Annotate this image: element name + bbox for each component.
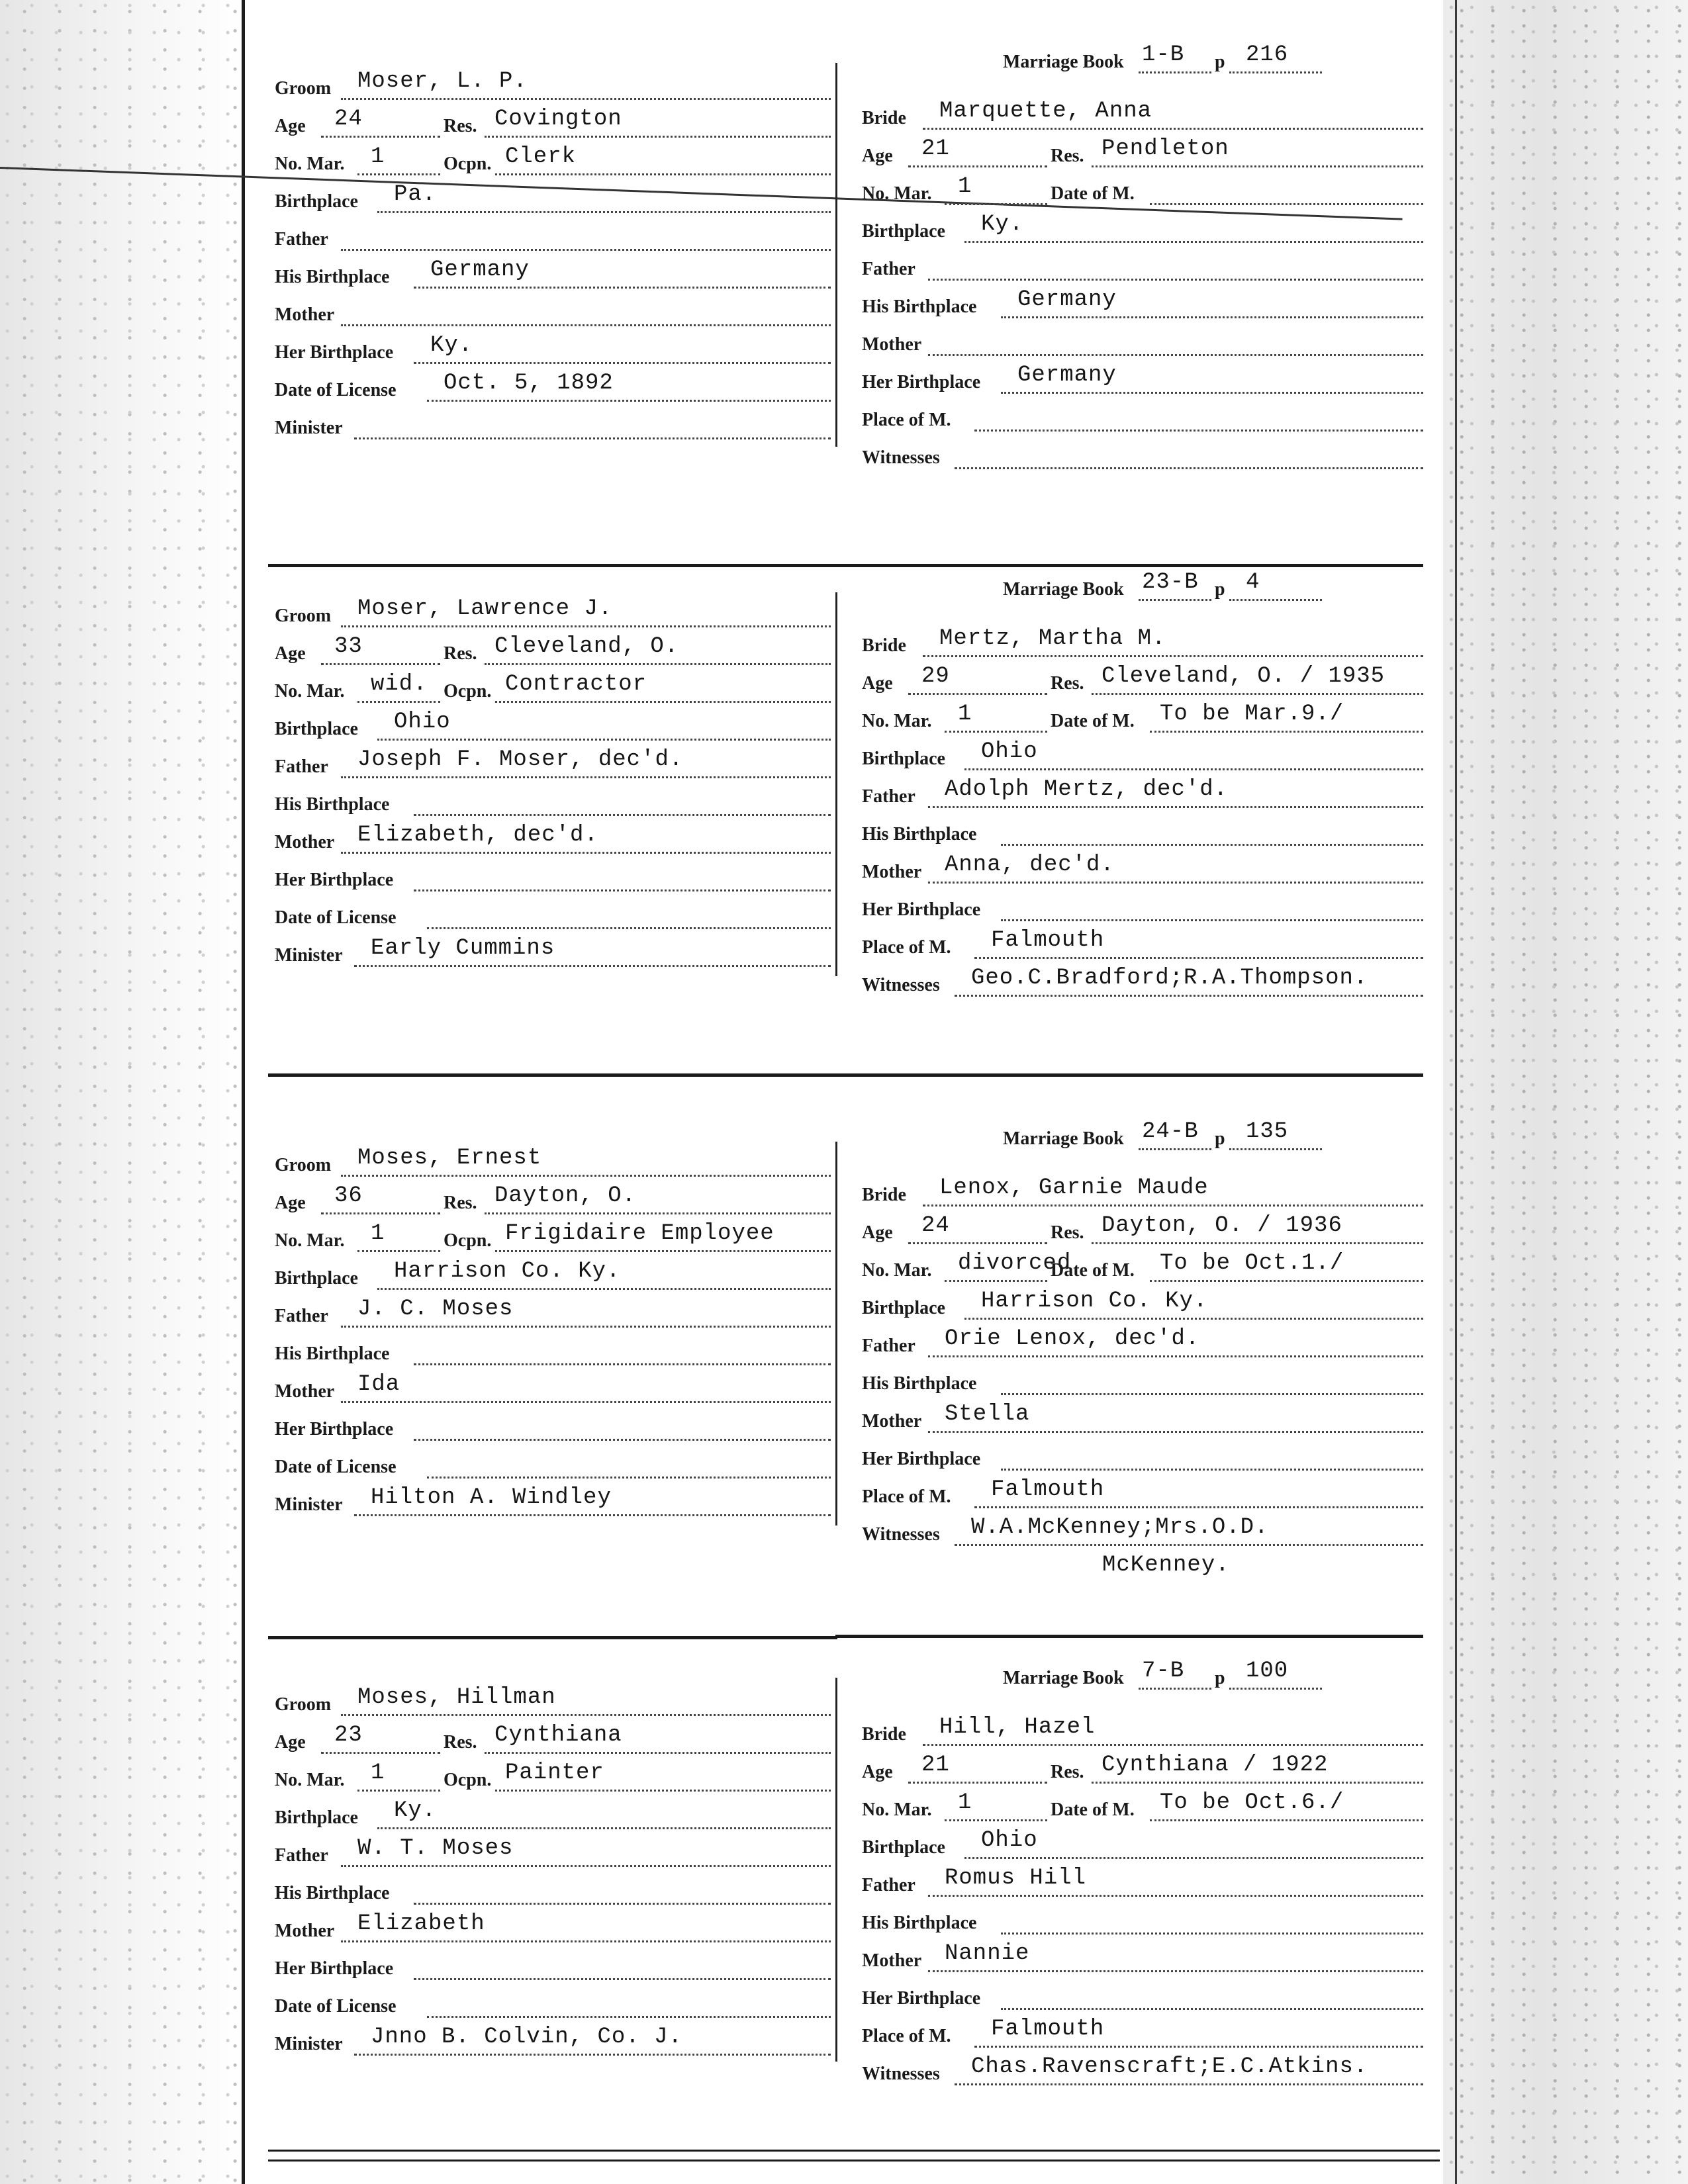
bride-res-value: Cynthiana / 1922 xyxy=(1102,1752,1329,1778)
field-label-place-of-m: Place of M. xyxy=(862,1486,951,1507)
field-label-no-mar: No. Mar. xyxy=(275,681,345,702)
field-label-res: Res. xyxy=(1051,1762,1084,1782)
marriage-book-number: 7-B xyxy=(1142,1659,1185,1684)
bride-birthplace-value: Harrison Co. Ky. xyxy=(981,1289,1208,1314)
field-label-no-mar: No. Mar. xyxy=(862,1260,932,1281)
field-label-minister: Minister xyxy=(275,945,343,966)
field-label-his-birthplace: His Birthplace xyxy=(275,1343,390,1364)
field-label-his-birthplace: His Birthplace xyxy=(862,824,977,844)
groom-her-birthplace-value: Ky. xyxy=(430,333,473,358)
blank-line xyxy=(928,279,1423,281)
bride-place-of-m-value: Falmouth xyxy=(991,2017,1105,2042)
field-label-ocpn: Ocpn. xyxy=(444,1770,492,1790)
field-label-res: Res. xyxy=(1051,1222,1084,1243)
bride-witnesses-value: Chas.Ravenscraft;E.C.Atkins. xyxy=(971,2054,1368,2079)
column-separator xyxy=(835,1678,837,2062)
marriage-book-page: 100 xyxy=(1246,1659,1289,1684)
marriage-book-number: 23-B xyxy=(1142,570,1199,595)
blank-line xyxy=(427,1477,831,1479)
field-label-age: Age xyxy=(862,146,893,166)
groom-birthplace-value: Harrison Co. Ky. xyxy=(394,1259,621,1284)
field-label-res: Res. xyxy=(444,643,477,664)
groom-his-birthplace-value: Germany xyxy=(430,257,530,283)
blank-line xyxy=(1001,1469,1423,1471)
bride-no-mar-value: 1 xyxy=(958,702,972,727)
field-label-ocpn: Ocpn. xyxy=(444,1230,492,1251)
field-label-age: Age xyxy=(862,673,893,694)
bride-mother-value: Nannie xyxy=(945,1941,1030,1966)
field-label-res: Res. xyxy=(444,116,477,136)
field-label-marriage-book: Marriage Book xyxy=(1003,1668,1124,1688)
bride-no-mar-value: 1 xyxy=(958,1790,972,1815)
blank-line xyxy=(357,1250,440,1252)
field-label-his-birthplace: His Birthplace xyxy=(275,1883,390,1903)
blank-line xyxy=(357,173,440,175)
field-label-marriage-book: Marriage Book xyxy=(1003,579,1124,600)
groom-minister-value: Jnno B. Colvin, Co. J. xyxy=(371,2025,682,2050)
field-label-bride: Bride xyxy=(862,1185,906,1205)
field-label-no-mar: No. Mar. xyxy=(862,711,932,731)
field-label-birthplace: Birthplace xyxy=(275,1268,358,1289)
bride-her-birthplace-value: Germany xyxy=(1017,363,1117,388)
field-label-mother: Mother xyxy=(862,1950,922,1971)
groom-age-value: 23 xyxy=(334,1723,363,1748)
groom-no-mar-value: 1 xyxy=(371,1221,385,1246)
field-label-witnesses: Witnesses xyxy=(862,975,940,995)
field-label-marriage-book: Marriage Book xyxy=(1003,1128,1124,1149)
field-label-her-birthplace: Her Birthplace xyxy=(862,372,981,392)
groom-name-value: Moser, Lawrence J. xyxy=(357,596,613,621)
field-label-minister: Minister xyxy=(275,2034,343,2054)
field-label-age: Age xyxy=(275,643,306,664)
field-label-date-of-m: Date of M. xyxy=(1051,1260,1135,1281)
bride-name-value: Marquette, Anna xyxy=(939,99,1152,124)
blank-line xyxy=(357,1790,440,1792)
bride-age-value: 21 xyxy=(921,1752,950,1778)
field-label-no-mar: No. Mar. xyxy=(862,1799,932,1820)
bride-father-value: Romus Hill xyxy=(945,1866,1087,1891)
blank-line xyxy=(414,1439,831,1441)
bride-no-mar-value: 1 xyxy=(958,174,972,199)
field-label-groom: Groom xyxy=(275,606,332,626)
field-label-birthplace: Birthplace xyxy=(275,1807,358,1828)
field-label-place-of-m: Place of M. xyxy=(862,410,951,430)
field-label-no-mar: No. Mar. xyxy=(862,183,932,204)
bride-res-value: Pendleton xyxy=(1102,136,1229,161)
bride-birthplace-value: Ky. xyxy=(981,212,1024,237)
field-label-p: p xyxy=(1215,52,1225,72)
groom-mother-value: Ida xyxy=(357,1372,400,1397)
bride-father-value: Orie Lenox, dec'd. xyxy=(945,1326,1200,1351)
blank-line xyxy=(1150,203,1423,205)
groom-ocpn-value: Clerk xyxy=(505,144,577,169)
bride-res-value: Cleveland, O. / 1935 xyxy=(1102,664,1385,689)
bride-age-value: 29 xyxy=(921,664,950,689)
field-label-date-of-m: Date of M. xyxy=(1051,711,1135,731)
groom-age-value: 24 xyxy=(334,107,363,132)
field-label-her-birthplace: Her Birthplace xyxy=(862,899,981,920)
field-label-groom: Groom xyxy=(275,1155,332,1175)
field-label-bride: Bride xyxy=(862,635,906,656)
groom-res-value: Cleveland, O. xyxy=(494,634,679,659)
field-label-minister: Minister xyxy=(275,418,343,438)
groom-father-value: Joseph F. Moser, dec'd. xyxy=(357,747,684,772)
field-label-father: Father xyxy=(275,1306,328,1326)
field-label-father: Father xyxy=(275,756,328,777)
field-label-res: Res. xyxy=(1051,146,1084,166)
groom-res-value: Dayton, O. xyxy=(494,1183,637,1208)
field-label-date-of-license: Date of License xyxy=(275,380,397,400)
field-label-bride: Bride xyxy=(862,108,906,128)
field-label-father: Father xyxy=(862,786,915,807)
column-separator xyxy=(835,1142,837,1525)
bride-father-value: Adolph Mertz, dec'd. xyxy=(945,777,1229,802)
groom-no-mar-value: wid. xyxy=(371,672,428,697)
blank-line xyxy=(354,437,831,439)
bride-no-mar-value: divorced xyxy=(958,1251,1072,1276)
blank-line xyxy=(1001,844,1423,846)
field-label-groom: Groom xyxy=(275,1694,332,1715)
field-label-age: Age xyxy=(275,1732,306,1752)
bride-witnesses-value: Geo.C.Bradford;R.A.Thompson. xyxy=(971,966,1368,991)
groom-name-value: Moser, L. P. xyxy=(357,69,528,94)
field-label-birthplace: Birthplace xyxy=(275,191,358,212)
field-label-her-birthplace: Her Birthplace xyxy=(862,1449,981,1469)
bride-mother-value: Anna, dec'd. xyxy=(945,852,1115,878)
groom-ocpn-value: Contractor xyxy=(505,672,647,697)
groom-date-of-license-value: Oct. 5, 1892 xyxy=(444,371,614,396)
field-label-no-mar: No. Mar. xyxy=(275,154,345,174)
blank-line xyxy=(414,1903,831,1905)
blank-line xyxy=(414,1978,831,1980)
field-label-mother: Mother xyxy=(862,862,922,882)
field-label-place-of-m: Place of M. xyxy=(862,937,951,958)
blank-line xyxy=(414,362,831,364)
bride-date-of-m-value: To be Oct.6./ xyxy=(1160,1790,1344,1815)
field-label-father: Father xyxy=(275,1845,328,1866)
bride-name-value: Mertz, Martha M. xyxy=(939,626,1166,651)
field-label-mother: Mother xyxy=(275,304,335,325)
field-label-date-of-license: Date of License xyxy=(275,1457,397,1477)
field-label-his-birthplace: His Birthplace xyxy=(862,296,977,317)
marriage-book-page: 216 xyxy=(1246,42,1289,68)
field-label-date-of-license: Date of License xyxy=(275,1996,397,2017)
bride-witnesses-value: W.A.McKenney;Mrs.O.D. xyxy=(971,1515,1269,1540)
field-label-his-birthplace: His Birthplace xyxy=(862,1373,977,1394)
groom-ocpn-value: Frigidaire Employee xyxy=(505,1221,774,1246)
field-label-ocpn: Ocpn. xyxy=(444,154,492,174)
field-label-father: Father xyxy=(862,259,915,279)
bride-res-value: Dayton, O. / 1936 xyxy=(1102,1213,1342,1238)
field-label-res: Res. xyxy=(1051,673,1084,694)
groom-minister-value: Early Cummins xyxy=(371,936,555,961)
field-label-father: Father xyxy=(862,1336,915,1356)
bride-date-of-m-value: To be Mar.9./ xyxy=(1160,702,1344,727)
blank-line xyxy=(341,324,831,326)
field-label-date-of-m: Date of M. xyxy=(1051,1799,1135,1820)
groom-mother-value: Elizabeth, dec'd. xyxy=(357,823,598,848)
groom-no-mar-value: 1 xyxy=(371,144,385,169)
field-label-marriage-book: Marriage Book xyxy=(1003,52,1124,72)
groom-birthplace-value: Ohio xyxy=(394,709,451,735)
blank-line xyxy=(341,1401,831,1403)
bride-birthplace-value: Ohio xyxy=(981,1828,1038,1853)
field-label-mother: Mother xyxy=(275,832,335,852)
bride-his-birthplace-value: Germany xyxy=(1017,287,1117,312)
field-label-father: Father xyxy=(862,1875,915,1895)
blank-line xyxy=(377,1827,831,1829)
marriage-book-page: 4 xyxy=(1246,570,1260,595)
groom-birthplace-value: Pa. xyxy=(394,182,437,207)
field-label-birthplace: Birthplace xyxy=(862,749,945,769)
groom-res-value: Cynthiana xyxy=(494,1723,622,1748)
blank-line xyxy=(974,430,1423,432)
field-label-her-birthplace: Her Birthplace xyxy=(862,1988,981,2009)
blank-line xyxy=(414,1363,831,1365)
scan-left-margin xyxy=(0,0,245,2184)
bride-age-value: 24 xyxy=(921,1213,950,1238)
blank-line xyxy=(427,927,831,929)
field-label-her-birthplace: Her Birthplace xyxy=(275,1419,394,1439)
blank-line xyxy=(1001,2008,1423,2010)
marriage-book-number: 1-B xyxy=(1142,42,1185,68)
field-label-birthplace: Birthplace xyxy=(862,1298,945,1318)
field-label-birthplace: Birthplace xyxy=(275,719,358,739)
blank-line xyxy=(414,814,831,816)
blank-line xyxy=(955,467,1423,469)
field-label-res: Res. xyxy=(444,1732,477,1752)
field-label-bride: Bride xyxy=(862,1724,906,1745)
field-label-birthplace: Birthplace xyxy=(862,1837,945,1858)
marriage-book-page: 135 xyxy=(1246,1119,1289,1144)
groom-age-value: 33 xyxy=(334,634,363,659)
field-label-no-mar: No. Mar. xyxy=(275,1770,345,1790)
blank-line xyxy=(1001,919,1423,921)
groom-father-value: J. C. Moses xyxy=(357,1297,514,1322)
field-label-age: Age xyxy=(862,1222,893,1243)
groom-name-value: Moses, Ernest xyxy=(357,1146,542,1171)
field-label-mother: Mother xyxy=(275,1381,335,1402)
bride-age-value: 21 xyxy=(921,136,950,161)
bride-place-of-m-value: Falmouth xyxy=(991,928,1105,953)
groom-res-value: Covington xyxy=(494,107,622,132)
scan-right-margin xyxy=(1443,0,1688,2184)
bride-date-of-m-value: To be Oct.1./ xyxy=(1160,1251,1344,1276)
blank-line xyxy=(964,241,1423,243)
column-separator xyxy=(835,592,837,976)
groom-name-value: Moses, Hillman xyxy=(357,1685,556,1710)
field-label-mother: Mother xyxy=(275,1921,335,1941)
field-label-his-birthplace: His Birthplace xyxy=(275,794,390,815)
field-label-res: Res. xyxy=(444,1193,477,1213)
bride-name-value: Lenox, Garnie Maude xyxy=(939,1175,1209,1201)
field-label-place-of-m: Place of M. xyxy=(862,2026,951,2046)
field-label-no-mar: No. Mar. xyxy=(275,1230,345,1251)
marriage-book-number: 24-B xyxy=(1142,1119,1199,1144)
field-label-mother: Mother xyxy=(862,334,922,355)
field-label-his-birthplace: His Birthplace xyxy=(275,267,390,287)
groom-minister-value: Hilton A. Windley xyxy=(371,1485,612,1510)
blank-line xyxy=(1001,1393,1423,1395)
groom-father-value: W. T. Moses xyxy=(357,1836,514,1861)
blank-line xyxy=(377,211,831,213)
field-label-her-birthplace: Her Birthplace xyxy=(275,342,394,363)
field-label-minister: Minister xyxy=(275,1494,343,1515)
field-label-witnesses: Witnesses xyxy=(862,1524,940,1545)
field-label-age: Age xyxy=(275,116,306,136)
field-label-father: Father xyxy=(275,229,328,250)
bride-name-value: Hill, Hazel xyxy=(939,1715,1096,1740)
blank-line xyxy=(1001,1933,1423,1934)
bride-witnesses-continued-value: McKenney. xyxy=(1102,1553,1230,1578)
field-label-age: Age xyxy=(862,1762,893,1782)
field-label-birthplace: Birthplace xyxy=(862,221,945,242)
field-label-witnesses: Witnesses xyxy=(862,447,940,468)
field-label-p: p xyxy=(1215,1668,1225,1688)
field-label-groom: Groom xyxy=(275,78,332,99)
groom-mother-value: Elizabeth xyxy=(357,1911,485,1936)
blank-line xyxy=(341,249,831,251)
blank-line xyxy=(1229,599,1322,601)
groom-birthplace-value: Ky. xyxy=(394,1798,437,1823)
field-label-his-birthplace: His Birthplace xyxy=(862,1913,977,1933)
bride-mother-value: Stella xyxy=(945,1402,1030,1427)
field-label-age: Age xyxy=(275,1193,306,1213)
column-separator xyxy=(835,63,837,447)
groom-ocpn-value: Painter xyxy=(505,1760,604,1786)
groom-age-value: 36 xyxy=(334,1183,363,1208)
field-label-her-birthplace: Her Birthplace xyxy=(275,1958,394,1979)
field-label-date-of-m: Date of M. xyxy=(1051,183,1135,204)
groom-no-mar-value: 1 xyxy=(371,1760,385,1786)
blank-line xyxy=(427,2016,831,2018)
field-label-mother: Mother xyxy=(862,1411,922,1432)
bride-birthplace-value: Ohio xyxy=(981,739,1038,764)
blank-line xyxy=(928,354,1423,356)
field-label-her-birthplace: Her Birthplace xyxy=(275,870,394,890)
field-label-date-of-license: Date of License xyxy=(275,907,397,928)
field-label-p: p xyxy=(1215,1128,1225,1149)
blank-line xyxy=(414,889,831,891)
bride-place-of-m-value: Falmouth xyxy=(991,1477,1105,1502)
field-label-ocpn: Ocpn. xyxy=(444,681,492,702)
field-label-witnesses: Witnesses xyxy=(862,2064,940,2084)
field-label-p: p xyxy=(1215,579,1225,600)
